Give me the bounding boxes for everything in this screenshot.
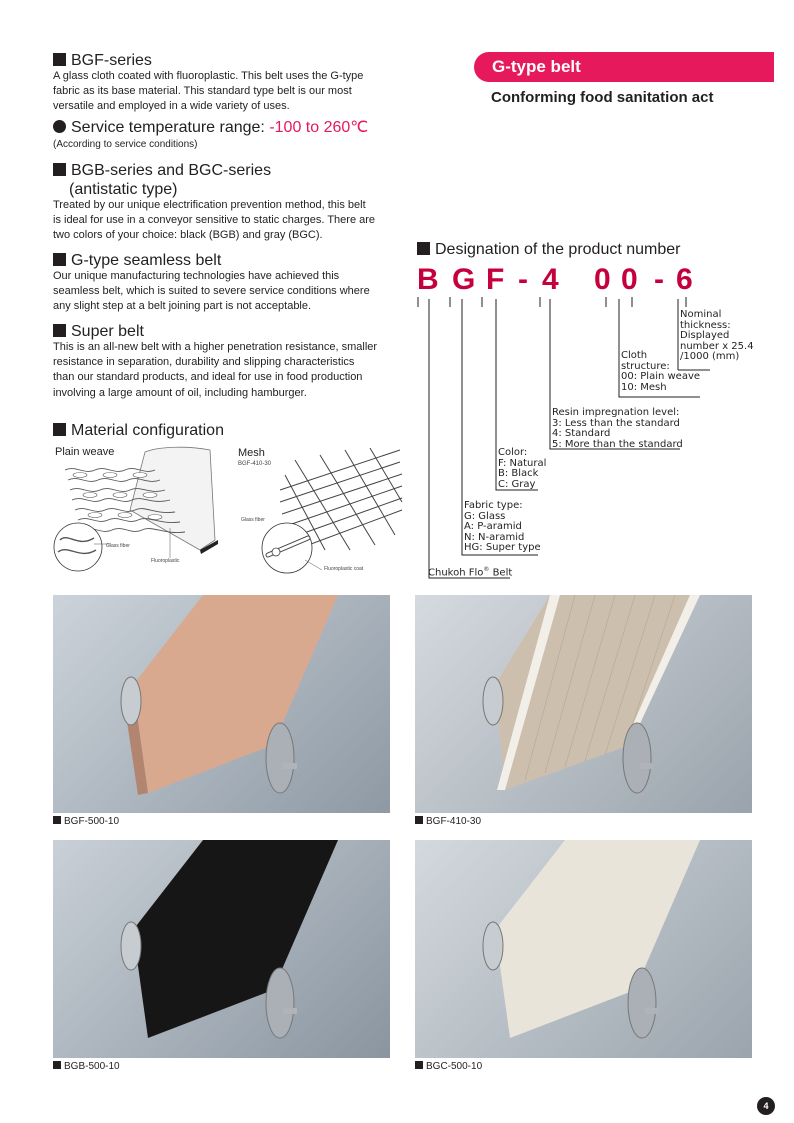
code-char-dash2: -	[654, 263, 664, 296]
bgb-bgc-line: Treated by our unique electrification prevention method, this belt	[53, 199, 366, 211]
code-char-g: G	[452, 263, 476, 296]
caption-bgb-500-10	[53, 1061, 120, 1072]
mesh-glass-fiber-label: Glass fiber	[241, 517, 265, 523]
belt-illustration	[53, 595, 390, 813]
cloth-line: 00: Plain weave	[621, 371, 701, 382]
designation-heading-text: Designation of the product number	[435, 241, 681, 258]
g-type-belt-banner	[474, 52, 774, 82]
thickness-line: Displayed	[680, 330, 730, 341]
seamless-heading-text: G-type seamless belt	[71, 252, 222, 269]
plain-glass-fiber-label: Glass fiber	[106, 543, 130, 549]
thickness-line: /1000 (mm)	[680, 351, 740, 362]
super-line: involving a large amount of oil, including hamburger.	[53, 386, 307, 399]
roller-end	[266, 723, 294, 793]
cloth-line: Cloth	[621, 350, 648, 361]
resin-line: 5: More than the standard	[552, 438, 683, 450]
plain-fluoroplastic-label: Fluoroplastic	[151, 558, 180, 564]
cloth-line: 10: Mesh	[621, 381, 667, 393]
bgf-line: A glass cloth coated with fluoroplastic. This belt uses the G-type	[53, 70, 364, 82]
fabric-line: G: Glass	[464, 510, 506, 522]
roller-end	[121, 922, 141, 970]
mesh-label: Mesh	[238, 447, 265, 459]
mesh-code: BGF-410-30	[238, 461, 272, 467]
super-belt-heading-text: Super belt	[71, 323, 144, 340]
seamless-heading	[53, 251, 221, 270]
bgb-bgc-heading-line: (antistatic type)	[69, 181, 178, 198]
temperature-heading-text: Service temperature range:	[71, 119, 270, 136]
caption-bgc-500-10	[415, 1061, 482, 1072]
color-line: C: Gray	[498, 478, 536, 490]
square-bullet-icon	[53, 53, 66, 66]
belt-surface	[133, 595, 338, 793]
belt-photo-bgc-500-10	[415, 840, 752, 1058]
material-configuration-illustration	[50, 440, 410, 580]
code-char-0a: 0	[594, 263, 611, 296]
mesh-fluoroplastic-coat-label: Fluoroplastic coat	[324, 566, 364, 572]
super-line: This is an all-new belt with a higher penetration resistance, smaller	[53, 341, 378, 353]
color-line: Color:	[498, 447, 528, 458]
code-char-0b: 0	[621, 263, 638, 296]
belt-photo-bgb-500-10	[53, 840, 390, 1058]
roller-end	[483, 677, 503, 725]
temperature-heading	[53, 118, 368, 137]
roller-end	[266, 968, 294, 1038]
color-line: F: Natural	[498, 457, 547, 469]
super-belt-heading	[53, 322, 144, 341]
square-bullet-icon	[415, 1061, 423, 1069]
resin-line: Resin impregnation level:	[552, 407, 680, 418]
registered-mark: ®	[483, 566, 490, 573]
brand-label	[428, 565, 512, 579]
fabric-line: A: P-aramid	[464, 521, 522, 532]
plain-weave-detail-circle	[54, 523, 102, 571]
square-bullet-icon	[53, 163, 66, 176]
caption-bgf-410-30	[415, 816, 481, 827]
resin-line: 4: Standard	[552, 428, 611, 439]
color-line: B: Black	[498, 468, 539, 479]
bgf-heading-text: BGF-series	[71, 52, 152, 69]
seamless-line: any slight step at a belt joining part is not acceptable.	[53, 300, 312, 313]
brand-suffix: Belt	[489, 567, 513, 579]
material-heading-text: Material configuration	[71, 422, 224, 439]
fabric-line: N: N-aramid	[464, 531, 525, 543]
belt-surface	[133, 840, 338, 1038]
square-bullet-icon	[53, 423, 66, 436]
belt-illustration	[415, 595, 752, 813]
code-char-4: 4	[542, 263, 559, 296]
bgb-bgc-line: is ideal for use in a conveyor sensitive to static charges. There are	[53, 214, 376, 227]
caption-text: BGC-500-10	[426, 1061, 483, 1072]
thickness-line: Nominal	[680, 309, 722, 320]
bgb-bgc-heading	[53, 161, 271, 199]
bgf-heading	[53, 51, 152, 70]
caption-text: BGF-500-10	[64, 816, 120, 827]
bgf-line: fabric as its base material. This standard type belt is our most	[53, 85, 352, 98]
super-line: resistance in separation, durability and slipping characteristics	[53, 356, 355, 369]
seamless-description	[53, 269, 403, 315]
color-description	[498, 448, 546, 490]
roller-end	[121, 677, 141, 725]
super-line: than our standard products, and ideal for use in food production	[53, 371, 363, 384]
caption-text: BGB-500-10	[64, 1061, 120, 1072]
code-char-f: F	[486, 263, 505, 296]
belt-illustration	[53, 840, 390, 1058]
fabric-type-description	[464, 501, 541, 554]
super-belt-description	[53, 340, 408, 401]
temperature-range: -100 to 260℃	[269, 119, 369, 136]
plain-weave-label: Plain weave	[55, 446, 115, 458]
seamless-line: seamless belt, which is suited to severe service conditions where	[53, 285, 370, 298]
banner-title: G-type belt	[492, 57, 581, 76]
thickness-line: number x 25.4	[680, 340, 754, 352]
resin-line: 3: Less than the standard	[552, 417, 680, 429]
roller-end	[483, 922, 503, 970]
fabric-line: HG: Super type	[464, 542, 541, 553]
caption-text: BGF-410-30	[426, 816, 482, 827]
code-char-b: B	[417, 263, 439, 296]
material-heading	[53, 421, 224, 440]
designation-heading	[417, 240, 680, 259]
belt-surface	[495, 840, 700, 1038]
belt-illustration	[415, 840, 752, 1058]
roller-end	[623, 723, 651, 793]
square-bullet-icon	[415, 816, 423, 824]
square-bullet-icon	[53, 324, 66, 337]
caption-bgf-500-10	[53, 816, 119, 827]
resin-level-description	[552, 408, 683, 450]
code-char-dash1: -	[518, 263, 528, 296]
plain-weave-coating-sheet	[130, 447, 215, 550]
square-bullet-icon	[53, 1061, 61, 1069]
page-number: 4	[757, 1097, 775, 1115]
cloth-structure-description	[621, 351, 700, 393]
temperature-note: (According to service conditions)	[53, 139, 198, 150]
thickness-line: thickness:	[680, 319, 731, 331]
bgb-bgc-description	[53, 198, 403, 244]
cloth-line: structure:	[621, 360, 670, 372]
bgf-line: versatile and employed in a wide variety of uses.	[53, 100, 290, 113]
seamless-line: Our unique manufacturing technologies have achieved this	[53, 270, 340, 282]
fabric-line: Fabric type:	[464, 500, 523, 511]
roller-end	[628, 968, 656, 1038]
code-char-6: 6	[676, 263, 693, 296]
bgf-description	[53, 69, 403, 115]
square-bullet-icon	[417, 242, 430, 255]
brand-name: Chukoh Flo	[428, 567, 484, 579]
square-bullet-icon	[53, 816, 61, 824]
belt-photo-bgf-500-10	[53, 595, 390, 813]
square-bullet-icon	[53, 253, 66, 266]
belt-photo-bgf-410-30	[415, 595, 752, 813]
bgb-bgc-line: two colors of your choice: black (BGB) and gray (BGC).	[53, 229, 323, 242]
circle-bullet-icon	[53, 120, 66, 133]
bgb-bgc-heading-line: BGB-series and BGC-series	[71, 162, 272, 179]
banner-subtitle: Conforming food sanitation act	[491, 89, 714, 106]
